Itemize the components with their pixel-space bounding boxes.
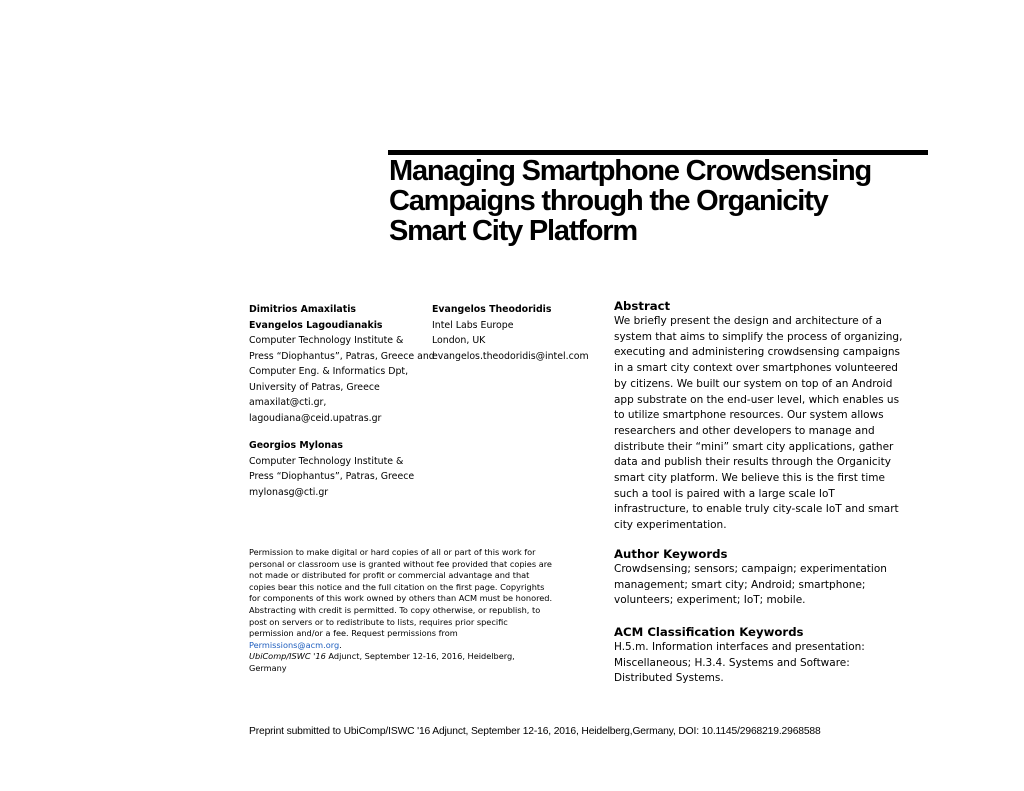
permission-line: post on servers or to redistribute to lists, requires prior specific bbox=[249, 616, 508, 627]
author-email: evangelos.theodoridis@intel.com bbox=[432, 350, 589, 362]
abstract-line: smart city platform. We believe this is the first time bbox=[614, 472, 885, 485]
title-line: Managing Smartphone Crowdsensing bbox=[389, 155, 872, 187]
affiliation-line: Press “Diophantus”, Patras, Greece and bbox=[249, 350, 435, 362]
author-block-left bbox=[249, 302, 435, 500]
abstract-line: data and publish their results through the Organicity bbox=[614, 456, 891, 469]
abstract-line: researchers and other developers to manage and bbox=[614, 424, 875, 437]
permission-line: for components of this work owned by others than ACM must be honored. bbox=[249, 593, 553, 604]
affiliation-line: University of Patras, Greece bbox=[249, 381, 380, 393]
permission-line: not made or distributed for profit or commercial advantage and that bbox=[249, 570, 530, 581]
title-line: Campaigns through the Organicity bbox=[389, 185, 828, 217]
abstract-line: to utilize smartphone resources. Our system allows bbox=[614, 409, 884, 422]
permission-line: personal or classroom use is granted without fee provided that copies are bbox=[249, 558, 552, 569]
abstract-line: executing and administering crowdsensing campaigns bbox=[614, 346, 901, 359]
abstract-section bbox=[614, 298, 934, 534]
permission-email-line bbox=[249, 640, 594, 652]
venue-details: Adjunct, September 12-16, 2016, Heidelberg, bbox=[325, 651, 515, 662]
venue-name: UbiComp/ISWC '16 bbox=[249, 651, 326, 662]
abstract-line: system that aims to simplify the process of organizing, bbox=[614, 330, 903, 343]
abstract-line: We briefly present the design and architecture of a bbox=[614, 315, 882, 327]
acm-line: Miscellaneous; H.3.4. Systems and Software: bbox=[614, 656, 850, 669]
author-email: amaxilat@cti.gr, bbox=[249, 397, 327, 408]
affiliation-line: Intel Labs Europe bbox=[432, 319, 514, 331]
affiliation-line: London, UK bbox=[432, 335, 486, 346]
acm-classification-section bbox=[614, 624, 934, 687]
author-block-right bbox=[432, 302, 607, 364]
permission-line: Abstracting with credit is permitted. To copy otherwise, or republish, to bbox=[249, 604, 541, 615]
abstract-line: city experimentation. bbox=[614, 519, 727, 532]
author-name: Georgios Mylonas bbox=[249, 440, 344, 451]
author-name: Evangelos Theodoridis bbox=[432, 304, 552, 315]
preprint-footer: Preprint submitted to UbiComp/ISWC '16 Adjunct, September 12-16, 2016, Heidelberg,Germany, DOI: 10.1145/2968219.2968588 bbox=[249, 726, 821, 737]
permission-notice bbox=[249, 547, 594, 675]
permission-email-suffix: . bbox=[339, 639, 342, 650]
acm-heading: ACM Classification Keywords bbox=[614, 625, 804, 639]
abstract-line: distribute their “mini” smart city applications, gather bbox=[614, 440, 894, 453]
acm-line: H.5.m. Information interfaces and presentation: bbox=[614, 641, 865, 653]
permission-line: permission and/or a fee. Request permissions from bbox=[249, 628, 458, 639]
keywords-line: Crowdsensing; sensors; campaign; experimentation bbox=[614, 563, 887, 575]
abstract-line: such a tool is paired with a large scale IoT bbox=[614, 487, 835, 500]
permission-line: Permission to make digital or hard copies of all or part of this work for bbox=[249, 547, 536, 557]
paper-title bbox=[389, 156, 949, 246]
keywords-heading: Author Keywords bbox=[614, 547, 728, 561]
title-line: Smart City Platform bbox=[389, 215, 637, 247]
affiliation-line: Press “Diophantus”, Patras, Greece bbox=[249, 471, 415, 482]
venue-line bbox=[249, 651, 594, 663]
keywords-line: management; smart city; Android; smartphone; bbox=[614, 578, 866, 591]
acm-line: Distributed Systems. bbox=[614, 672, 724, 685]
abstract-line: by citizens. We built our system on top of an Android bbox=[614, 377, 893, 390]
permission-line: copies bear this notice and the full citation on the first page. Copyrights bbox=[249, 581, 545, 592]
abstract-heading: Abstract bbox=[614, 299, 671, 313]
affiliation-line: Computer Eng. & Informatics Dpt, bbox=[249, 366, 409, 377]
abstract-line: infrastructure, to enable truly city-scale IoT and smart bbox=[614, 503, 899, 516]
author-name: Dimitrios Amaxilatis bbox=[249, 304, 357, 315]
abstract-line: in a smart city context over smartphones volunteered bbox=[614, 362, 898, 375]
author-keywords-section bbox=[614, 546, 934, 609]
affiliation-line: Computer Technology Institute & bbox=[249, 335, 404, 346]
author-name: Evangelos Lagoudianakis bbox=[249, 319, 383, 331]
author-email: mylonasg@cti.gr bbox=[249, 486, 329, 498]
permissions-email-link[interactable]: Permissions@acm.org bbox=[249, 639, 340, 650]
affiliation-line: Computer Technology Institute & bbox=[249, 455, 404, 467]
keywords-line: volunteers; experiment; IoT; mobile. bbox=[614, 594, 806, 607]
author-email: lagoudiana@ceid.upatras.gr bbox=[249, 412, 382, 424]
abstract-line: app substrate on the end-user level, which enables us bbox=[614, 393, 900, 406]
venue-line-2: Germany bbox=[249, 662, 287, 673]
